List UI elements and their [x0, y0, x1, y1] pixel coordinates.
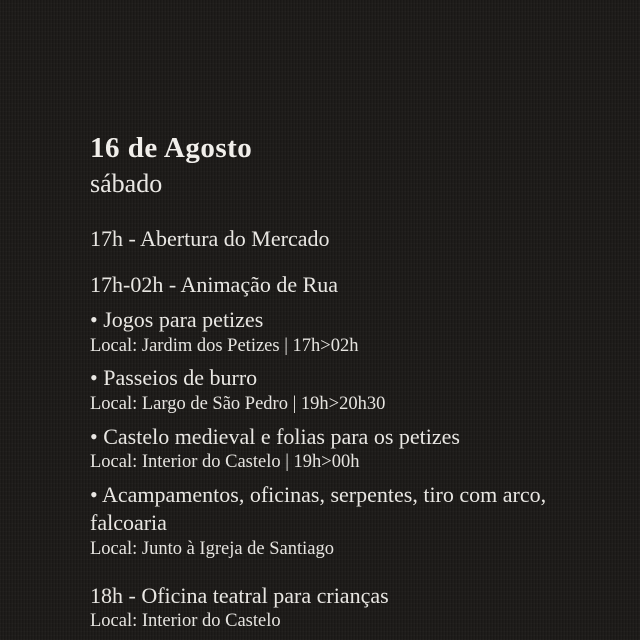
activity-title: • Acampamentos, oficinas, serpentes, tiro com arco, falcoaria: [90, 481, 547, 536]
activity-location: Local: Junto à Igreja de Santiago: [90, 538, 335, 559]
event-weekday: sábado: [90, 168, 163, 198]
activity-title: • Castelo medieval e folias para os petizes: [90, 423, 460, 449]
activity-title: • Jogos para petizes: [90, 306, 264, 332]
event-street-animation-heading: 17h-02h - Animação de Rua: [90, 272, 339, 298]
activity-location: Local: Largo de São Pedro | 19h>20h30: [90, 393, 386, 414]
activity-title: • Passeios de burro: [90, 365, 258, 391]
event-market-opening: 17h - Abertura do Mercado: [90, 225, 330, 251]
event-location: Local: Interior do Castelo: [90, 611, 281, 632]
activity-item: [90, 306, 572, 358]
activity-item: [90, 364, 572, 416]
event-title: 18h - Oficina teatral para crianças: [90, 582, 389, 608]
event-date-heading: 16 de Agosto: [90, 132, 253, 164]
event-theatre-workshop: [90, 582, 572, 634]
activity-location: Local: Jardim dos Petizes | 17h>02h: [90, 335, 359, 356]
activity-item: [90, 423, 572, 475]
activity-item: [90, 481, 572, 562]
activity-location: Local: Interior do Castelo | 19h>00h: [90, 452, 360, 473]
